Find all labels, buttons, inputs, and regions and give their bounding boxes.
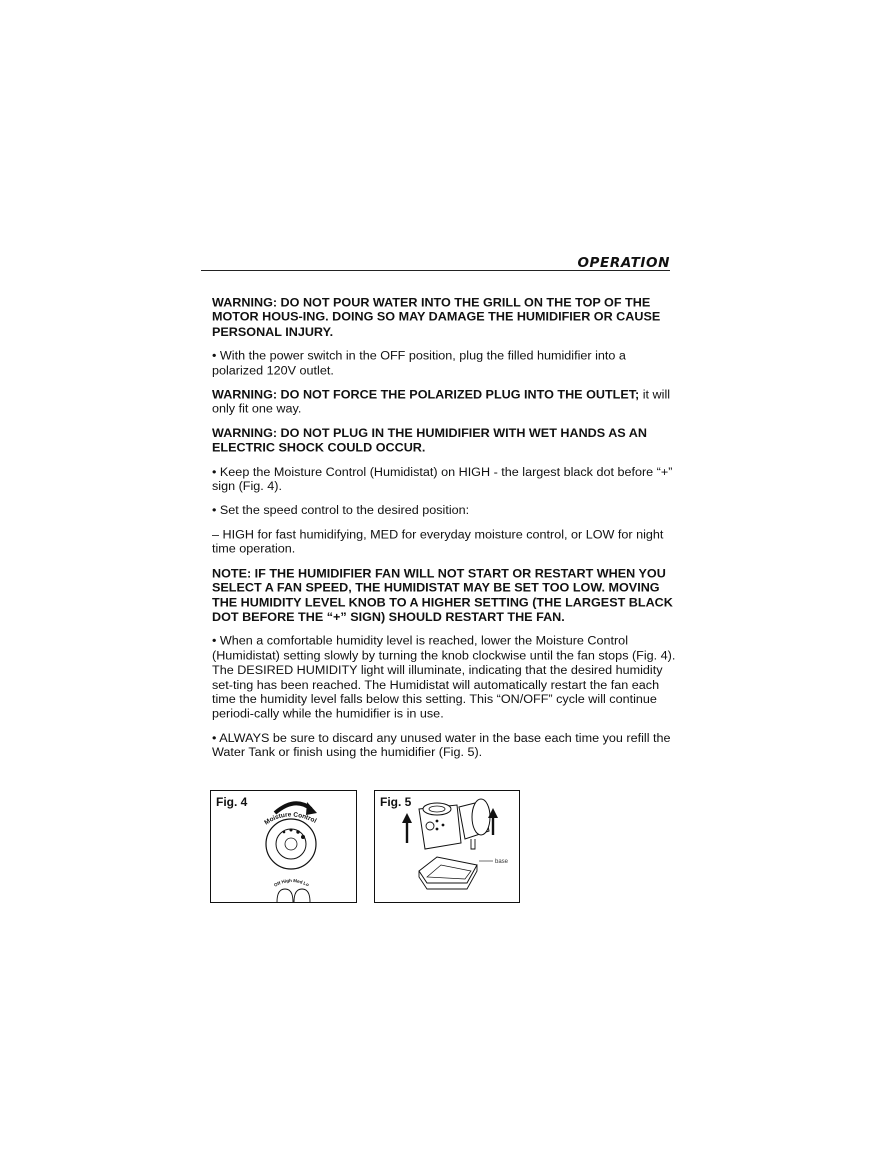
figure-4-label: Fig. 4 <box>216 795 248 809</box>
warning-polarized-plug: WARNING: DO NOT FORCE THE POLARIZED PLUG INTO THE OUTLET; it will only fit one way. <box>212 387 671 416</box>
dial-center-icon <box>285 838 297 850</box>
figure-4 <box>210 790 357 903</box>
control-knob-icon <box>426 822 434 830</box>
step-speed-control: • Set the speed control to the desired position: <box>212 503 470 518</box>
section-title: OPERATION <box>577 255 670 271</box>
arrow-head-icon <box>306 802 317 815</box>
step-plug-in: • With the power switch in the OFF position, plug the filled humidifier into a polarized 120V outlet. <box>212 349 626 378</box>
switch-labels-text: Off High Med Lo <box>273 877 310 888</box>
speed-switch-left-icon <box>277 889 293 902</box>
moisture-control-illustration <box>211 791 356 902</box>
step-discard-water: • ALWAYS be sure to discard any unused water in the base each time you refill the Water Tank or finish using the humidifier (Fig. 5). <box>212 731 671 760</box>
base-callout-text: base <box>495 859 509 865</box>
speed-switch-right-icon <box>294 889 310 902</box>
figure-5 <box>374 790 520 903</box>
dial-outer-ring-icon <box>266 819 316 869</box>
dial-label-text: Moisture Control <box>263 811 318 827</box>
base-tray-icon <box>419 857 477 883</box>
note-fan-restart: NOTE: IF THE HUMIDIFIER FAN WILL NOT START OR RESTART WHEN YOU SELECT A FAN SPEED, THE HUMIDISTAT MAY BE SET TOO LOW. MOVING THE HUMIDITY LEVEL KNOB TO A HIGHER SETTING (THE LARGEST BLACK DOT BEFORE THE “+” SIGN) SHOULD RESTART THE FAN. <box>212 566 673 624</box>
body-text <box>212 296 680 770</box>
dial-knob-icon <box>276 829 306 859</box>
step-humidity-level: • When a comfortable humidity level is reached, lower the Moisture Control (Humidistat) setting slowly by turning the knob clockwise until the fan stops (Fig. 4). The DESIRED HUMIDITY light will illuminate, indicating that the desired humidity set-ting has been reached. The Humidistat will automatically restart the fan each time the humidity level falls below this setting. This “ON/OFF” cycle will continue periodi-cally while the humidifier is in use. <box>212 634 676 721</box>
figure-5-label: Fig. 5 <box>380 795 412 809</box>
step-moisture-control: • Keep the Moisture Control (Humidistat) on HIGH - the largest black dot before “+” sign (Fig. 4). <box>212 465 673 494</box>
tank-lift-illustration <box>375 791 519 902</box>
warning-grill: WARNING: DO NOT POUR WATER INTO THE GRILL ON THE TOP OF THE MOTOR HOUS-ING. DOING SO MAY DAMAGE THE HUMIDIFIER OR CAUSE PERSONAL INJURY. <box>212 296 661 339</box>
step-speed-options: – HIGH for fast humidifying, MED for everyday moisture control, or LOW for night time operation. <box>212 527 664 556</box>
warning-wet-hands: WARNING: DO NOT PLUG IN THE HUMIDIFIER WITH WET HANDS AS AN ELECTRIC SHOCK COULD OCCUR. <box>212 426 647 455</box>
